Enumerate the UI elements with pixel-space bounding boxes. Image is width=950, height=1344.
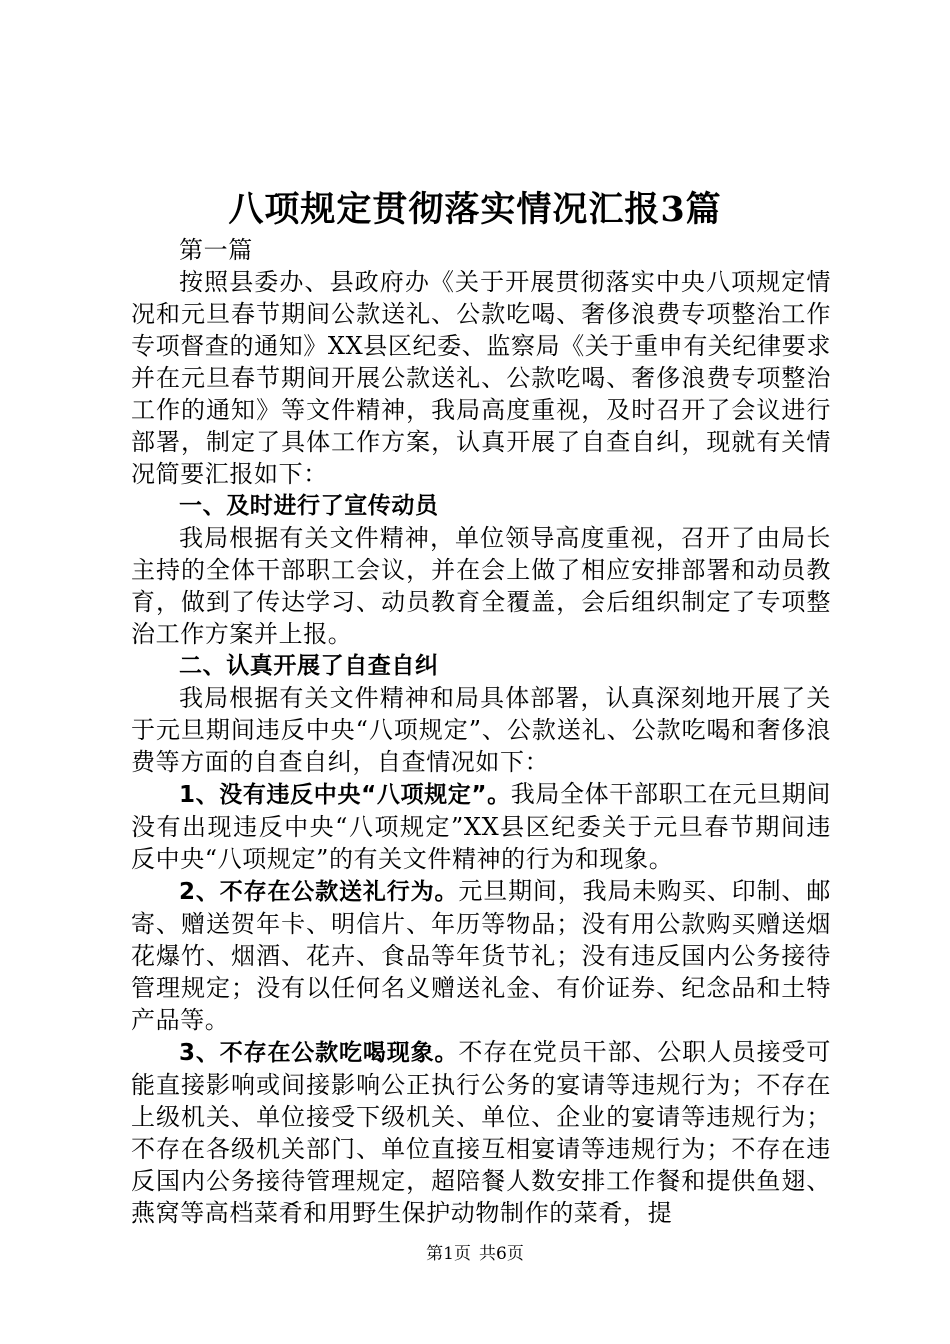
- paragraph-text: 按照县委办、县政府办《关于开展贯彻落实中央八项规定情况和元旦春节期间公款送礼、公款吃喝、奢侈浪费专项整治工作专项督查的通知》XX县区纪委、监察局《关于重申有关纪律要求并在元旦春节期间开展公款送礼、公款吃喝、奢侈浪费专项整治工作的通知》等文件精神，我局高度重视，及时召开了会议进行部署，制定了具体工作方案，认真开展了自查自纠，现就有关情况简要汇报如下：: [131, 268, 831, 488]
- section-heading-1: [131, 490, 831, 522]
- item-lead: 2、不存在公款送礼行为。: [179, 879, 459, 905]
- item-lead: 3、不存在公款吃喝现象。: [179, 1040, 459, 1066]
- paragraph-text: 我局全体干部职工在元旦期间没有出现违反中央“八项规定”XX县区纪委关于元旦春节期间违反中央“八项规定”的有关文件精神的行为和现象。: [131, 780, 831, 873]
- document-body: [131, 234, 831, 1229]
- paragraph-item-2: [131, 875, 831, 1036]
- document-title: 八项规定贯彻落实情况汇报3篇: [228, 189, 722, 230]
- page-total: 共6页: [479, 1244, 524, 1264]
- paragraph-text: 元旦期间，我局未购买、印制、邮寄、赠送贺年卡、明信片、年历等物品；没有用公款购买赠送烟花爆竹、烟酒、花卉、食品等年货节礼；没有违反国内公务接待管理规定；没有以任何名义赠送礼金、有价证券、纪念品和土特产品等。: [131, 877, 831, 1034]
- paragraph-text: 不存在党员干部、公职人员接受可能直接影响或间接影响公正执行公务的宴请等违规行为；不存在上级机关、单位接受下级机关、单位、企业的宴请等违规行为；不存在各级机关部门、单位直接互相宴请等违规行为；不存在违反国内公务接待管理规定，超陪餐人数安排工作餐和提供鱼翅、燕窝等高档菜肴和用野生保护动物制作的菜肴，提: [131, 1038, 831, 1227]
- paragraph-section-label: [131, 234, 831, 266]
- paragraph-intro: [131, 266, 831, 490]
- page-number: 第1页: [426, 1244, 471, 1264]
- paragraph-publicity: [131, 522, 831, 650]
- heading-text: 一、及时进行了宣传动员: [179, 493, 439, 519]
- paragraph-text: 我局根据有关文件精神和局具体部署，认真深刻地开展了关于元旦期间违反中央“八项规定”、公款送礼、公款吃喝和奢侈浪费等方面的自查自纠，自查情况如下：: [131, 684, 831, 776]
- heading-text: 二、认真开展了自查自纠: [179, 653, 439, 679]
- paragraph-text: 我局根据有关文件精神，单位领导高度重视，召开了由局长主持的全体干部职工会议，并在会上做了相应安排部署和动员教育，做到了传达学习、动员教育全覆盖，会后组织制定了专项整治工作方案并上报。: [131, 524, 831, 648]
- paragraph-item-1: [131, 778, 831, 875]
- paragraph-text: 第一篇: [179, 236, 253, 264]
- paragraph-self-check: [131, 682, 831, 778]
- page-footer: [0, 1242, 950, 1266]
- item-lead: 1、没有违反中央“八项规定”。: [179, 782, 511, 808]
- paragraph-item-3: [131, 1036, 831, 1229]
- section-heading-2: [131, 650, 831, 682]
